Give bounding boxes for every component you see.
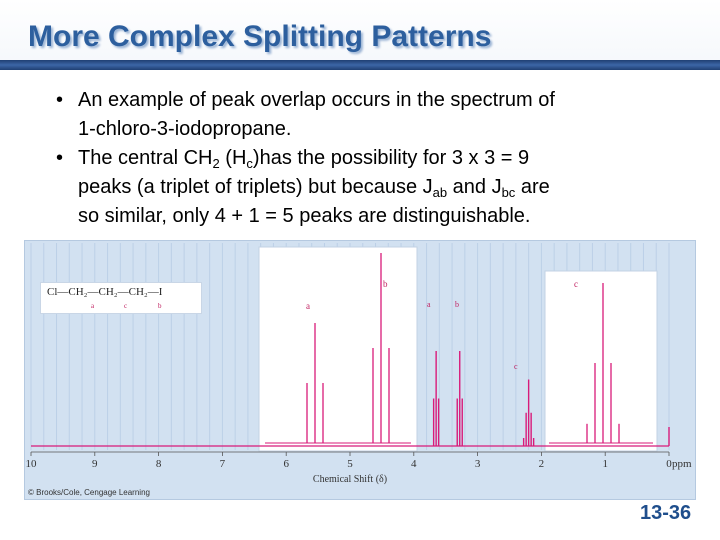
subscript-bc: bc	[501, 185, 516, 200]
peak-label-b: b	[455, 300, 459, 309]
subscript-c: c	[246, 156, 253, 171]
structure-label-a: a	[91, 302, 95, 310]
x-axis-label: Chemical Shift (δ)	[312, 474, 388, 485]
bullet-list	[54, 86, 704, 231]
x-tick-label: 3	[474, 458, 481, 470]
inset-panel-left	[259, 247, 417, 451]
inset-left-label-a: a	[306, 301, 310, 311]
nmr-spectrum-figure	[24, 240, 696, 500]
text-span: are	[515, 176, 550, 198]
text-span: )has the possibility for 3 x 3 = 9	[252, 147, 530, 169]
slide-title: More Complex Splitting Patterns	[28, 20, 492, 53]
bullet-2-line-3: so similar, only 4 + 1 = 5 peaks are distinguishable.	[78, 205, 531, 227]
inset-left-label-b: b	[383, 279, 388, 289]
bullet-peak-overlap	[54, 86, 704, 144]
x-axis-unit: ppm	[672, 458, 692, 470]
bullet-splitting	[54, 144, 704, 231]
x-tick-label: 8	[155, 458, 162, 470]
text-span: (H	[219, 147, 247, 169]
bullet-2-line-1	[78, 144, 704, 173]
x-tick-label: 0	[666, 458, 672, 470]
text-span: peaks (a triplet of triplets) but because J	[78, 176, 433, 198]
x-tick-label: 10	[25, 458, 37, 470]
bullet-1-line-1: • An example of peak overlap occurs in the spectrum of	[78, 89, 555, 111]
x-tick-label: 7	[219, 458, 226, 470]
structure-label-c: c	[124, 302, 128, 310]
x-tick-label: 4	[411, 458, 417, 470]
bullet-1-line-2: 1-chloro-3-iodopropane.	[78, 118, 292, 140]
molecule-structure	[40, 282, 202, 314]
title-bar	[0, 0, 720, 70]
subscript-2: 2	[212, 156, 220, 171]
bullet-2-line-2	[78, 173, 704, 202]
figure-credit: © Brooks/Cole, Cengage Learning	[28, 488, 150, 497]
peak-label-c: c	[514, 362, 518, 371]
inset-panels	[259, 247, 657, 451]
structure-label-b: b	[158, 302, 162, 310]
structure-formula: Cl—CH₂—CH₂—CH₂—I	[47, 286, 163, 298]
inset-panel-right	[545, 271, 657, 451]
x-tick-label: 6	[283, 458, 289, 470]
subscript-ab: ab	[432, 185, 448, 200]
nmr-spectrum-plot	[25, 241, 697, 501]
title-rule	[0, 60, 720, 70]
text-span: and J	[447, 176, 502, 198]
x-tick-label: 2	[538, 458, 545, 470]
inset-right-label-c: c	[574, 279, 578, 289]
x-axis	[26, 452, 693, 485]
slide-number: 13-36	[640, 502, 692, 524]
x-tick-label: 9	[92, 458, 98, 470]
x-tick-label: 1	[602, 458, 608, 470]
text-span: The central CH	[78, 147, 213, 169]
peak-label-a: a	[427, 300, 431, 309]
x-tick-label: 5	[347, 458, 353, 470]
